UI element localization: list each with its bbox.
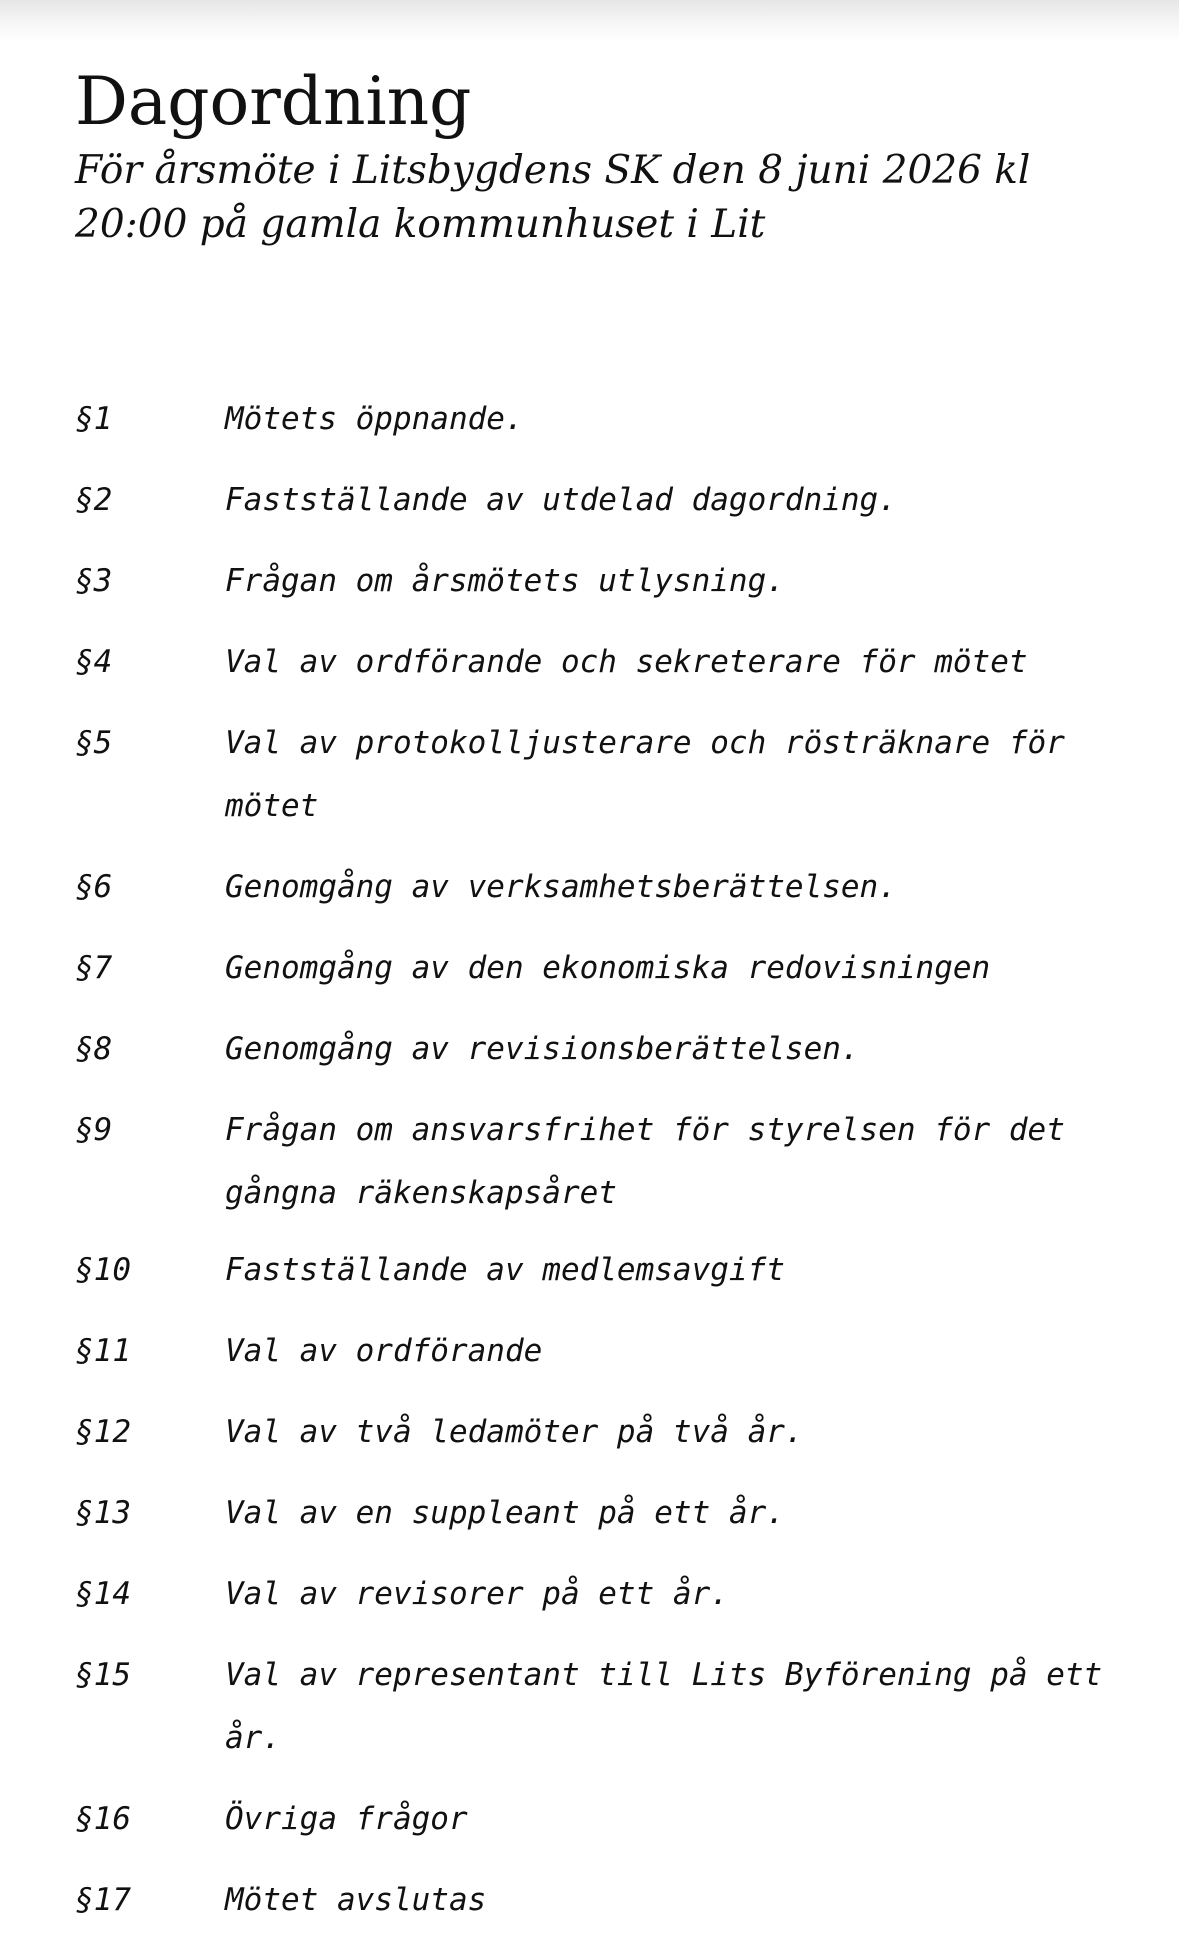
document-title: Dagordning — [75, 63, 472, 140]
agenda-item-text: Mötet avslutas — [225, 1882, 487, 1918]
agenda-item — [75, 469, 1135, 532]
top-shadow — [0, 0, 1179, 42]
agenda-item-number: §11 — [75, 1333, 131, 1369]
agenda-item-text: Genomgång av den ekonomiska redovisningen — [225, 950, 991, 986]
agenda-item-number: §5 — [75, 725, 113, 761]
agenda-item-number: §15 — [75, 1657, 131, 1693]
agenda-item-text: Val av ordförande och sekreterare för mötet — [225, 644, 1028, 680]
agenda-item-text: Val av revisorer på ett år. — [225, 1576, 729, 1612]
agenda-item — [75, 937, 1135, 1000]
agenda-item — [75, 1644, 1135, 1770]
agenda-item-number: §7 — [75, 950, 113, 986]
agenda-item-number: §8 — [75, 1031, 113, 1067]
agenda-item-text: Genomgång av revisionsberättelsen. — [225, 1031, 860, 1067]
agenda-item — [75, 1018, 1135, 1081]
agenda-item-number: §4 — [75, 644, 113, 680]
agenda-item-text: Frågan om årsmötets utlysning. — [225, 563, 785, 599]
agenda-item — [75, 388, 1135, 451]
agenda-item-number: §12 — [75, 1414, 131, 1450]
agenda-item-text: Val av protokolljusterare och rösträknare för mötet — [225, 725, 1065, 824]
agenda-item-number: §17 — [75, 1882, 131, 1918]
document-header — [75, 62, 1135, 252]
agenda-item — [75, 1482, 1135, 1545]
agenda-item-number: §16 — [75, 1801, 131, 1837]
agenda-item-number: §14 — [75, 1576, 131, 1612]
agenda-item-number: §3 — [75, 563, 113, 599]
agenda-item — [75, 631, 1135, 694]
agenda-item-text: Frågan om ansvarsfrihet för styrelsen för det gångna räkenskapsåret — [225, 1112, 1065, 1211]
agenda-item-number: §10 — [75, 1252, 131, 1288]
agenda-item-number: §6 — [75, 869, 113, 905]
agenda-item-text: Val av två ledamöter på två år. — [225, 1414, 804, 1450]
agenda-item-number: §1 — [75, 401, 113, 437]
agenda-item-text: Genomgång av verksamhetsberättelsen. — [225, 869, 897, 905]
agenda-list — [75, 388, 1135, 1950]
agenda-item-text: Val av ordförande — [225, 1333, 543, 1369]
agenda-item-text: Övriga frågor — [225, 1801, 468, 1837]
agenda-item-text: Mötets öppnande. — [225, 401, 524, 437]
agenda-item — [75, 1239, 1135, 1302]
agenda-item-number: §9 — [75, 1112, 113, 1148]
agenda-item-text: Val av representant till Lits Byförening på ett år. — [225, 1657, 1103, 1756]
agenda-item — [75, 1099, 1135, 1225]
agenda-item — [75, 856, 1135, 919]
agenda-item — [75, 712, 1135, 838]
agenda-item — [75, 550, 1135, 613]
agenda-item-number: §2 — [75, 482, 113, 518]
agenda-item — [75, 1320, 1135, 1383]
agenda-item — [75, 1401, 1135, 1464]
agenda-item — [75, 1869, 1135, 1932]
agenda-item-text: Fastställande av medlemsavgift — [225, 1252, 785, 1288]
document-subtitle: För årsmöte i Litsbygdens SK den 8 juni 2026 kl 20:00 på gamla kommunhuset i Lit — [75, 148, 1031, 247]
agenda-item-number: §13 — [75, 1495, 131, 1531]
agenda-item-text: Fastställande av utdelad dagordning. — [225, 482, 897, 518]
agenda-item-text: Val av en suppleant på ett år. — [225, 1495, 785, 1531]
agenda-item — [75, 1563, 1135, 1626]
agenda-item — [75, 1788, 1135, 1851]
